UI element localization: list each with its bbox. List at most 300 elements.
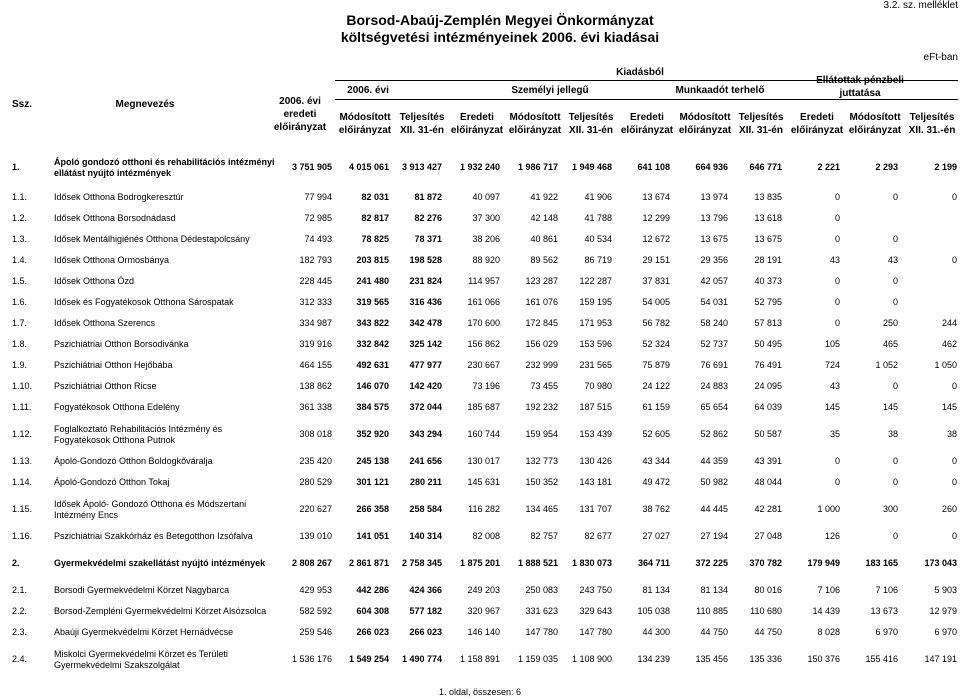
header-ellatott-eredeti: Eredeti előirányzat (790, 112, 844, 136)
row-value: 82 677 (584, 531, 612, 541)
row-value: 50 982 (700, 477, 728, 487)
row-value: 64 039 (754, 402, 782, 412)
row-value: 139 010 (299, 531, 332, 541)
row-value: 185 687 (467, 402, 500, 412)
row-value: 312 333 (299, 297, 332, 307)
row-value: 170 600 (467, 318, 500, 328)
header-ellatott-modositott: Módosított előirányzat (848, 112, 902, 136)
row-value: 27 048 (754, 531, 782, 541)
row-value: 161 076 (525, 297, 558, 307)
row-value: 73 196 (472, 381, 500, 391)
row-value: 110 680 (750, 606, 782, 616)
row-value: 2 293 (875, 162, 898, 172)
row-value: 134 239 (637, 654, 670, 664)
row-value: 342 478 (409, 318, 442, 328)
header-group-2006: 2006. évi (347, 85, 389, 96)
row-number: 1.5. (12, 276, 28, 286)
row-value: 5 903 (934, 585, 957, 595)
table-row (0, 493, 959, 526)
row-value: 44 445 (700, 504, 728, 514)
row-number: 1.9. (12, 360, 28, 370)
row-name: Pszichiátriai Otthon Borsodivánka (54, 339, 189, 349)
row-name: Abaúji Gyermekvédelmi Körzet Hernádvécse (54, 627, 234, 637)
row-value: 2 861 871 (348, 558, 389, 568)
row-value: 72 985 (304, 213, 332, 223)
row-value: 1 549 254 (348, 654, 389, 664)
row-value: 198 528 (409, 255, 442, 265)
row-value: 28 191 (754, 255, 782, 265)
row-value: 13 618 (754, 213, 782, 223)
row-value: 12 979 (929, 606, 957, 616)
row-value: 442 286 (356, 585, 389, 595)
row-value: 40 373 (754, 276, 782, 286)
row-number: 1.14. (12, 477, 33, 487)
header-szemelyi-modositott: Módosított előirányzat (508, 112, 562, 136)
row-value: 724 (824, 360, 840, 370)
row-value: 1 158 891 (459, 654, 500, 664)
header-munkaado-eredeti: Eredeti előirányzat (620, 112, 674, 136)
row-value: 86 719 (584, 255, 612, 265)
row-value: 260 (941, 504, 957, 514)
row-name: Idősek Mentálhigiénés Otthona Dédestapolcsány (54, 234, 250, 244)
row-name: Idősek Otthona Bodrogkeresztúr (54, 192, 184, 202)
table-row (0, 334, 959, 355)
row-number: 1. (12, 162, 20, 172)
table-row (0, 601, 959, 622)
row-value: 250 083 (525, 585, 558, 595)
row-value: 42 148 (530, 213, 558, 223)
row-value: 41 922 (530, 192, 558, 202)
row-number: 1.3. (12, 234, 28, 244)
row-value: 41 906 (584, 192, 612, 202)
table-row (0, 250, 959, 271)
header-szemelyi-teljesites: Teljesítés XII. 31-én (568, 112, 614, 136)
header-kiadasbol: Kiadásból (616, 67, 664, 78)
row-value: 37 300 (472, 213, 500, 223)
row-value: 61 159 (642, 402, 670, 412)
row-value: 43 (887, 255, 898, 265)
row-value: 171 953 (579, 318, 612, 328)
table-row (0, 292, 959, 313)
row-value: 319 916 (299, 339, 332, 349)
row-value: 0 (834, 456, 840, 466)
row-value: 646 771 (749, 162, 782, 172)
row-value: 150 352 (525, 477, 558, 487)
row-value: 13 674 (642, 192, 670, 202)
row-value: 343 294 (409, 429, 442, 439)
row-name: Idősek Otthona Szerencs (54, 318, 156, 328)
table-row (0, 208, 959, 229)
table-row (0, 472, 959, 493)
row-value: 0 (892, 192, 898, 202)
row-value: 370 782 (749, 558, 782, 568)
row-value: 41 788 (584, 213, 612, 223)
row-value: 582 592 (299, 606, 332, 616)
row-value: 38 206 (472, 234, 500, 244)
row-value (900, 229, 959, 250)
row-name: Idősek és Fogyatékosok Otthona Sárospatak (54, 297, 234, 307)
row-value: 6 970 (934, 627, 957, 637)
row-value: 82 031 (361, 192, 389, 202)
row-value: 259 546 (299, 627, 332, 637)
row-value: 65 654 (700, 402, 728, 412)
row-value: 3 751 905 (291, 162, 332, 172)
row-value: 1 536 176 (291, 654, 332, 664)
row-value: 159 954 (525, 429, 558, 439)
row-value: 0 (834, 297, 840, 307)
row-number: 1.11. (12, 402, 32, 412)
row-value: 13 673 (870, 606, 898, 616)
row-value: 89 562 (530, 255, 558, 265)
row-name: Pszichiátriai Otthon Ricse (54, 381, 157, 391)
row-value: 343 822 (356, 318, 389, 328)
row-value (900, 271, 959, 292)
row-value: 76 691 (700, 360, 728, 370)
row-value: 241 656 (409, 456, 442, 466)
row-value: 316 436 (409, 297, 442, 307)
row-value: 147 191 (924, 654, 957, 664)
table-row (0, 451, 959, 472)
row-value: 300 (882, 504, 898, 514)
row-value: 0 (951, 381, 957, 391)
row-value: 105 (824, 339, 840, 349)
row-value: 203 815 (356, 255, 389, 265)
row-value: 44 750 (700, 627, 728, 637)
row-value: 429 953 (299, 585, 332, 595)
row-value: 147 780 (525, 627, 558, 637)
table-row (0, 418, 959, 451)
row-value: 135 456 (695, 654, 728, 664)
row-value: 38 762 (642, 504, 670, 514)
row-value: 76 491 (754, 360, 782, 370)
row-value: 7 106 (817, 585, 840, 595)
row-name: Miskolci Gyermekvédelmi Körzet és Területi Gyermekvédelmi Szakszolgálat (54, 648, 228, 670)
page-footer: 1. oldal, összesen: 6 (438, 687, 522, 697)
row-value: 492 631 (356, 360, 389, 370)
row-value: 145 (941, 402, 957, 412)
row-value: 604 308 (356, 606, 389, 616)
row-value: 141 051 (356, 531, 389, 541)
row-value: 384 575 (356, 402, 389, 412)
table-row (0, 643, 959, 676)
row-value: 232 999 (525, 360, 558, 370)
header-munkaado-teljesites: Teljesítés XII. 31-én (738, 112, 784, 136)
row-number: 2.1. (12, 585, 28, 595)
row-value: 1 000 (817, 504, 840, 514)
row-value: 308 018 (299, 429, 332, 439)
row-number: 1.8. (12, 339, 28, 349)
row-value: 156 029 (525, 339, 558, 349)
table-row (0, 580, 959, 601)
row-value: 245 138 (356, 456, 389, 466)
row-value: 58 240 (700, 318, 728, 328)
row-value: 0 (892, 297, 898, 307)
row-value: 161 066 (467, 297, 500, 307)
header-group-ellatott: Ellátottak pénzbeli juttatása (816, 75, 904, 99)
row-value: 8 028 (817, 627, 840, 637)
row-value: 325 142 (409, 339, 442, 349)
row-value: 145 (824, 402, 840, 412)
table-row (0, 313, 959, 334)
row-value: 27 027 (642, 531, 670, 541)
row-value: 81 134 (642, 585, 670, 595)
header-group-munkaado: Munkaadót terhelő (675, 85, 765, 96)
header-2006-modositott: Módosított előirányzat (338, 112, 392, 136)
row-value: 130 426 (579, 456, 612, 466)
row-value: 243 750 (579, 585, 612, 595)
row-value: 52 737 (700, 339, 728, 349)
row-value: 244 (941, 318, 957, 328)
header-munkaado-modositott: Módosított előirányzat (678, 112, 732, 136)
row-value: 250 (882, 318, 898, 328)
row-value: 231 565 (579, 360, 612, 370)
row-value: 38 (887, 429, 898, 439)
row-value: 280 211 (409, 477, 442, 487)
table-row (0, 355, 959, 376)
row-value: 235 420 (299, 456, 332, 466)
row-value: 14 439 (812, 606, 840, 616)
row-value: 0 (892, 276, 898, 286)
row-value: 159 195 (579, 297, 612, 307)
row-value: 1 052 (875, 360, 898, 370)
row-value: 54 031 (700, 297, 728, 307)
row-number: 1.7. (12, 318, 28, 328)
row-value: 258 584 (409, 504, 442, 514)
row-value: 1 949 468 (571, 162, 612, 172)
row-value: 249 203 (467, 585, 500, 595)
row-value: 641 108 (637, 162, 670, 172)
header-ssz: Ssz. (11, 99, 32, 110)
row-value: 12 672 (642, 234, 670, 244)
row-value: 13 675 (700, 234, 728, 244)
row-value: 145 631 (467, 477, 500, 487)
row-value: 0 (834, 234, 840, 244)
row-number: 1.6. (12, 297, 28, 307)
row-value: 40 861 (530, 234, 558, 244)
row-value: 2 199 (934, 162, 957, 172)
row-value: 134 465 (525, 504, 558, 514)
row-value: 1 830 073 (571, 558, 612, 568)
table-row (0, 622, 959, 643)
row-value: 0 (951, 192, 957, 202)
row-value: 150 376 (807, 654, 840, 664)
row-value: 0 (951, 531, 957, 541)
row-value: 153 439 (579, 429, 612, 439)
row-value: 145 (882, 402, 898, 412)
row-value: 35 (829, 429, 840, 439)
row-value: 1 050 (934, 360, 957, 370)
row-value: 74 493 (304, 234, 332, 244)
row-value: 77 994 (304, 192, 332, 202)
row-value: 0 (834, 318, 840, 328)
row-number: 2.4. (12, 654, 28, 664)
table-row (0, 397, 959, 418)
row-value: 280 529 (299, 477, 332, 487)
row-value: 114 957 (468, 276, 500, 286)
row-value: 0 (834, 276, 840, 286)
header-2006-teljesites: Teljesítés XII. 31-én (399, 112, 445, 136)
row-value: 13 675 (754, 234, 782, 244)
row-value: 424 366 (409, 585, 442, 595)
row-value: 0 (892, 381, 898, 391)
table-row (0, 148, 959, 187)
row-value: 13 835 (754, 192, 782, 202)
row-value: 361 338 (299, 402, 332, 412)
row-value: 266 023 (356, 627, 389, 637)
row-value: 0 (951, 456, 957, 466)
row-value: 192 232 (525, 402, 558, 412)
row-name: Ápoló gondozó otthoni és rehabilitációs intézményi ellátást nyújtó intézmények (54, 156, 275, 178)
row-value: 1 986 717 (517, 162, 558, 172)
row-value: 24 883 (700, 381, 728, 391)
row-value: 122 287 (579, 276, 612, 286)
document-subtitle: költségvetési intézményeinek 2006. évi kiadásai (340, 29, 660, 45)
row-value: 88 920 (472, 255, 500, 265)
row-name: Fogyatékosok Otthona Edelény (54, 402, 180, 412)
row-value: 105 038 (637, 606, 670, 616)
row-value: 334 987 (299, 318, 332, 328)
row-value: 50 495 (754, 339, 782, 349)
row-value: 52 324 (642, 339, 670, 349)
row-value: 146 140 (467, 627, 500, 637)
row-value: 38 (946, 429, 957, 439)
row-value: 132 773 (525, 456, 558, 466)
row-value: 131 707 (579, 504, 612, 514)
row-value: 82 008 (472, 531, 500, 541)
row-name: Gyermekvédelmi szakellátást nyújtó intézmények (54, 558, 266, 568)
row-value: 462 (941, 339, 957, 349)
annex-label: 3.2. sz. melléklet (883, 0, 958, 11)
row-number: 1.16. (12, 531, 33, 541)
table-row (0, 187, 959, 208)
row-value: 331 623 (525, 606, 558, 616)
row-value: 329 643 (579, 606, 612, 616)
row-value: 6 970 (875, 627, 898, 637)
row-value: 116 282 (468, 504, 500, 514)
row-value: 80 016 (754, 585, 782, 595)
row-value: 50 587 (754, 429, 782, 439)
row-number: 1.2. (12, 213, 28, 223)
row-value: 372 225 (695, 558, 728, 568)
row-number: 2.3. (12, 627, 28, 637)
row-value: 182 793 (299, 255, 332, 265)
row-value: 135 336 (749, 654, 782, 664)
row-value: 49 472 (642, 477, 670, 487)
row-value: 2 221 (817, 162, 840, 172)
row-value: 228 445 (299, 276, 332, 286)
row-value: 319 565 (356, 297, 389, 307)
row-value: 301 121 (356, 477, 389, 487)
row-value: 43 (829, 381, 840, 391)
row-value: 0 (892, 456, 898, 466)
row-name: Ápoló-Gondozó Otthon Tokaj (54, 477, 170, 487)
row-value: 4 015 061 (348, 162, 389, 172)
row-value: 123 287 (525, 276, 558, 286)
row-value: 465 (882, 339, 898, 349)
row-value: 110 885 (696, 606, 728, 616)
table-row (0, 229, 959, 250)
row-value: 266 023 (409, 627, 442, 637)
table-row (0, 376, 959, 397)
row-value: 7 106 (875, 585, 898, 595)
row-value: 187 515 (579, 402, 612, 412)
row-value: 179 949 (807, 558, 840, 568)
row-value: 320 967 (467, 606, 500, 616)
row-number: 1.15. (12, 504, 33, 514)
row-value: 27 194 (700, 531, 728, 541)
row-value: 3 913 427 (401, 162, 442, 172)
row-value: 477 977 (409, 360, 442, 370)
row-value: 43 344 (642, 456, 670, 466)
header-group-szemelyi: Személyi jellegű (511, 85, 589, 96)
row-value: 1 108 900 (571, 654, 612, 664)
row-value: 24 122 (642, 381, 670, 391)
row-value: 78 371 (414, 234, 442, 244)
header-szemelyi-eredeti: Eredeti előirányzat (450, 112, 504, 136)
row-value: 0 (892, 531, 898, 541)
row-value: 1 159 035 (517, 654, 558, 664)
row-name: Idősek Ápoló- Gondozó Otthona és Módszertani Intézmény Encs (54, 498, 247, 520)
row-value: 40 534 (584, 234, 612, 244)
row-value: 138 862 (299, 381, 332, 391)
row-value: 126 (824, 531, 840, 541)
row-value: 0 (951, 255, 957, 265)
row-name: Borsod-Zempléni Gyermekvédelmi Körzet Alsózsolca (54, 606, 267, 616)
row-value: 464 155 (299, 360, 332, 370)
row-value: 44 750 (754, 627, 782, 637)
unit-label: eFt-ban (923, 52, 958, 63)
row-value: 70 980 (584, 381, 612, 391)
row-number: 1.10. (12, 381, 33, 391)
row-value: 332 842 (356, 339, 389, 349)
row-value: 2 808 267 (291, 558, 332, 568)
row-name: Ápoló-Gondozó Otthon Boldogkőváralja (54, 456, 213, 466)
row-value: 42 281 (754, 504, 782, 514)
row-value: 266 358 (356, 504, 389, 514)
row-value: 78 825 (361, 234, 389, 244)
row-name: Idősek Otthona Ózd (54, 276, 135, 286)
row-value: 29 151 (642, 255, 670, 265)
row-value: 42 057 (700, 276, 728, 286)
row-value: 73 455 (530, 381, 558, 391)
row-name: Idősek Otthona Ormosbánya (54, 255, 170, 265)
row-value: 241 480 (356, 276, 389, 286)
row-value: 173 043 (924, 558, 957, 568)
row-value: 2 758 345 (401, 558, 442, 568)
row-value (900, 292, 959, 313)
row-value: 0 (892, 234, 898, 244)
row-value: 372 044 (409, 402, 442, 412)
row-number: 1.13. (12, 456, 33, 466)
row-value (900, 208, 959, 229)
row-value: 1 888 521 (517, 558, 558, 568)
row-value: 156 862 (467, 339, 500, 349)
row-value: 29 356 (700, 255, 728, 265)
row-value: 44 359 (700, 456, 728, 466)
row-value: 1 875 201 (459, 558, 500, 568)
row-value: 160 744 (467, 429, 500, 439)
row-value: 153 596 (579, 339, 612, 349)
row-value: 56 782 (642, 318, 670, 328)
row-number: 2. (12, 558, 20, 568)
row-value: 81 872 (414, 192, 442, 202)
row-value: 37 831 (642, 276, 670, 286)
row-number: 2.2. (12, 606, 28, 616)
row-value: 172 845 (525, 318, 558, 328)
row-value: 155 416 (865, 654, 898, 664)
row-value: 577 182 (409, 606, 442, 616)
row-name: Borsodi Gyermekvédelmi Körzet Nagybarca (54, 585, 230, 595)
